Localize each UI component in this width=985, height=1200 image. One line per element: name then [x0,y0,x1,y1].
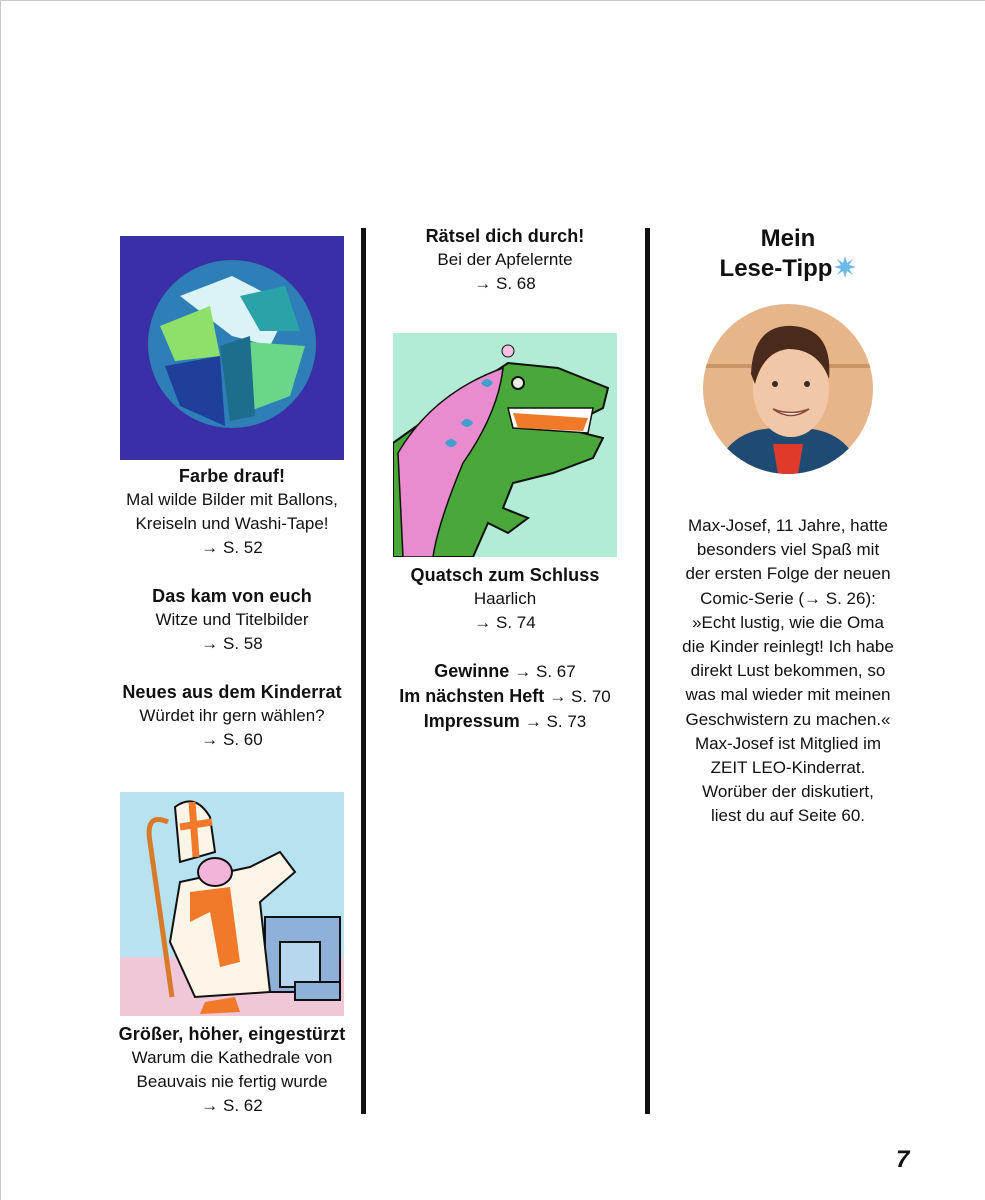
entry-teaser: Witze und Titelbilder [155,610,309,629]
heading-line-2 [660,254,916,284]
page-ref-link[interactable]: → S. 62 [201,1096,263,1115]
entry-title: Quatsch zum Schluss [410,565,600,585]
text-line: Max-Josef, 11 Jahre, hatte [687,516,888,535]
text-line: liest du auf Seite 60. [710,806,866,826]
inline-refs [370,659,640,734]
bishop-cartoon-image [120,792,344,1016]
toc-entry[interactable] [82,464,382,560]
text-line: die Kinder reinlegt! Ich habe [682,637,894,657]
heading-text: Lese-Tipp [719,255,833,282]
heading-line: Mein [760,225,816,252]
entry-teaser: Beauvais nie fertig wurde [136,1072,328,1091]
toc-entry[interactable] [370,563,640,635]
text-line: Max-Josef ist Mitglied im [694,733,882,753]
avatar [703,304,873,474]
text-line: ZEIT LEO-Kinderrat. [710,758,866,778]
entry-title: Größer, höher, eingestürzt [118,1024,346,1044]
left-column [82,236,382,1142]
text-line: besonders viel Spaß mit [696,540,880,560]
page-ref-link[interactable]: → S. 60 [201,730,263,749]
middle-column [370,224,640,734]
page-ref-link[interactable]: → S. 67 [514,662,576,681]
entry-teaser: Mal wilde Bilder mit Ballons, [126,490,338,509]
text-line: der ersten Folge der neuen [685,564,891,584]
entry-teaser: Kreiseln und Washi-Tape! [135,514,329,533]
toc-entry[interactable] [82,584,382,656]
page-ref-link[interactable]: → S. 58 [201,634,263,653]
entry-teaser: Warum die Kathedrale von [131,1048,333,1067]
entry-teaser: Würdet ihr gern wählen? [139,706,325,725]
star-burst-icon [834,256,856,278]
text-line: Comic-Serie (→ S. 26): [700,588,876,608]
page-ref-link[interactable]: → S. 73 [524,712,587,731]
inline-ref-naechstes-heft[interactable] [370,684,640,709]
entry-title: Neues aus dem Kinderrat [122,682,342,702]
toc-entry[interactable] [370,224,640,296]
entry-title: Farbe drauf! [178,466,286,486]
inline-ref-impressum[interactable] [370,709,640,734]
toc-entry[interactable] [82,1022,382,1118]
entry-teaser: Bei der Apfelernte [437,250,573,269]
inline-ref-gewinne[interactable] [370,659,640,684]
entry-title: Das kam von euch [152,586,312,606]
text-line: Geschwistern zu machen.« [685,709,891,729]
text-line: »Echt lustig, wie die Oma [692,612,884,632]
inline-ref-title: Gewinne [434,661,510,681]
reading-tip-text [660,514,916,829]
entry-teaser: Haarlich [473,589,537,608]
page-number: 7 [896,1146,910,1173]
inline-ref-title: Impressum [423,711,520,731]
text-line: was mal wieder mit meinen [685,685,891,705]
page-ref-link[interactable]: → S. 70 [549,687,611,706]
entry-title: Rätsel dich durch! [425,226,585,246]
boy-portrait-image [703,304,873,474]
text-line: Worüber der diskutiert, [702,782,874,802]
text-line: direkt Lust bekommen, so [690,661,886,681]
balloon-art-image [120,236,344,460]
right-column [660,224,916,829]
reading-tip-heading [660,224,916,284]
toc-entry[interactable] [82,680,382,752]
dinosaur-image [393,333,617,557]
page-ref-link[interactable]: → S. 68 [474,274,536,293]
page-ref-link[interactable]: → S. 52 [201,538,263,557]
column-divider [361,228,366,1114]
inline-ref-title: Im nächsten Heft [399,686,545,706]
column-divider [645,228,650,1114]
page-ref-link[interactable]: → S. 74 [474,613,536,632]
